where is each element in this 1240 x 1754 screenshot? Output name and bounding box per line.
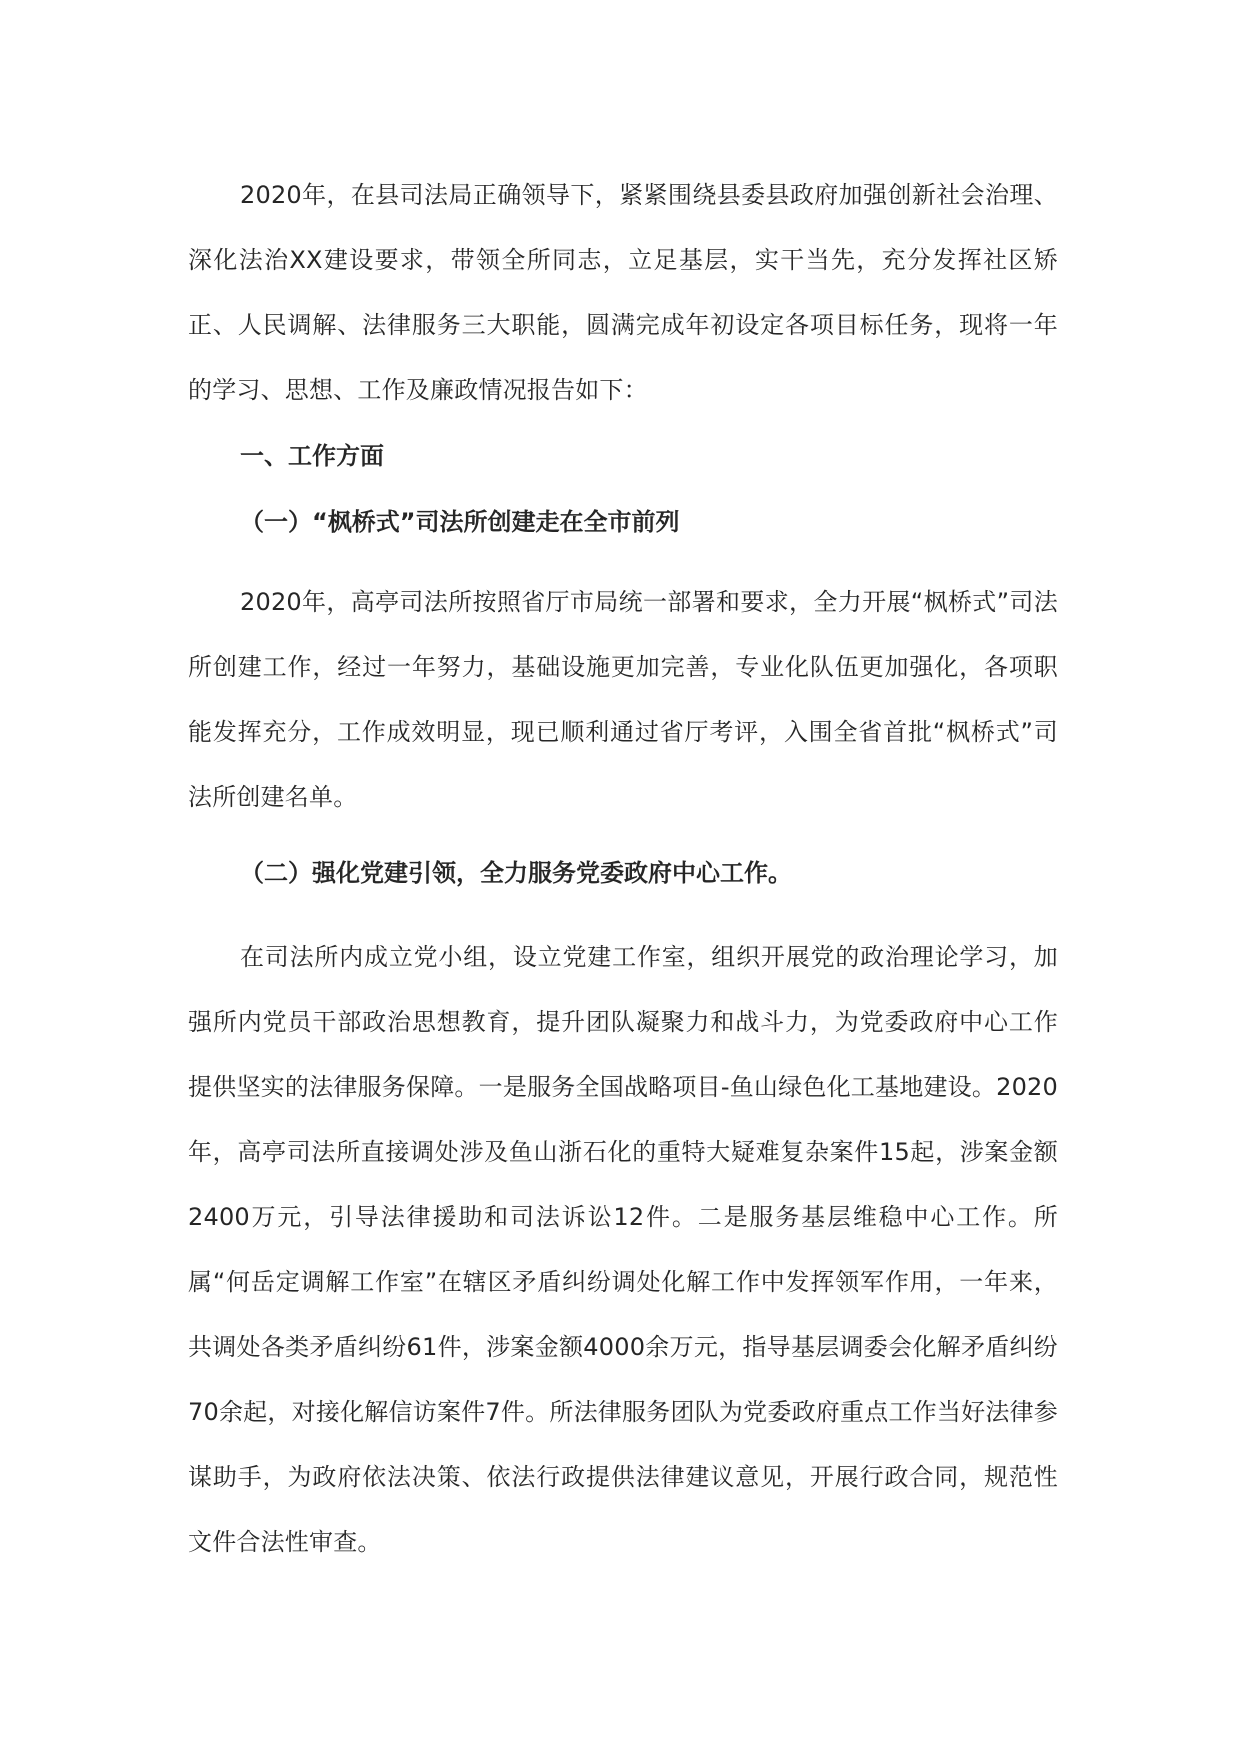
- party-building-paragraph: 在司法所内成立党小组，设立党建工作室，组织开展党的政治理论学习，加强所内党员干部政治思想教育，提升团队凝聚力和战斗力，为党委政府中心工作提供坚实的法律服务保障。一是服务全国战略项目-鱼山绿色化工基地建设。2020年，高亭司法所直接调处涉及鱼山浙石化的重特大疑难复杂案件15起，涉案金额2400万元，引导法律援助和司法诉讼12件。二是服务基层维稳中心工作。所属“何岳定调解工作室”在辖区矛盾纠纷调处化解工作中发挥领军作用，一年来，共调处各类矛盾纠纷61件，涉案金额4000余万元，指导基层调委会化解矛盾纠纷70余起，对接化解信访案件7件。所法律服务团队为党委政府重点工作当好法律参谋助手，为政府依法决策、依法行政提供法律建议意见，开展行政合同，规范性文件合法性审查。: [188, 943, 1058, 1556]
- intro-paragraph: 2020年，在县司法局正确领导下，紧紧围绕县委县政府加强创新社会治理、深化法治XX建设要求，带领全所同志，立足基层，实干当先，充分发挥社区矫正、人民调解、法律服务三大职能，圆满完成年初设定各项目标任务，现将一年的学习、思想、工作及廉政情况报告如下：: [188, 181, 1058, 404]
- section-heading-work: 一、工作方面: [240, 442, 384, 470]
- fengqiao-paragraph: 2020年，高亭司法所按照省厅市局统一部署和要求，全力开展“枫桥式”司法所创建工作，经过一年努力，基础设施更加完善，专业化队伍更加强化，各项职能发挥充分，工作成效明显，现已顺利通过省厅考评，入围全省首批“枫桥式”司法所创建名单。: [188, 588, 1058, 811]
- subsection-heading-fengqiao: （一）“枫桥式”司法所创建走在全市前列: [240, 508, 680, 536]
- subsection-heading-party-building: （二）强化党建引领，全力服务党委政府中心工作。: [240, 859, 792, 887]
